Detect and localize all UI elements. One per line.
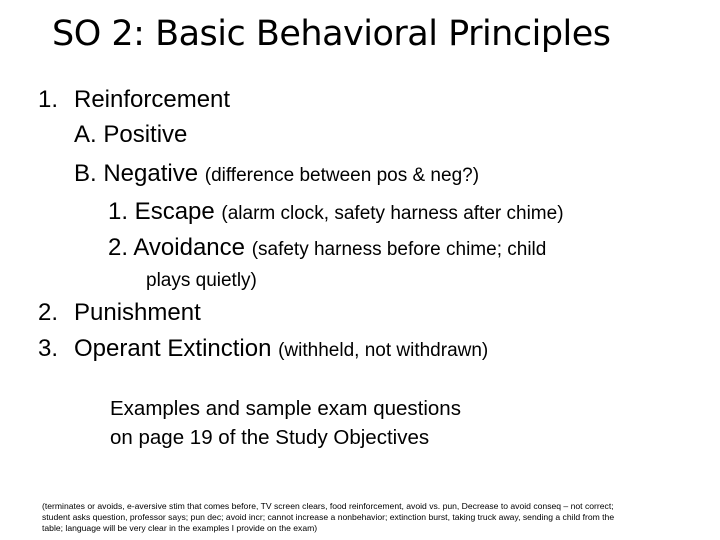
outline-item-negative [74,161,479,187]
item-number: 1. [38,86,59,113]
item-label: B. Negative [74,160,199,187]
item-number: 2. [38,299,59,326]
item-number: 3. [38,335,59,362]
item-note: (safety harness before chime; child [251,239,547,260]
footnote-line-1: (terminates or avoids, e-aversive stim that comes before, TV screen clears, food reinforcement, avoid vs. pun, Decrease to avoid conseq – not correct; [42,501,614,511]
item-note: (alarm clock, safety harness after chime) [221,203,564,224]
item-note: (difference between pos & neg?) [204,165,480,186]
item-label: Reinforcement [74,86,231,113]
outline-item-punishment [38,300,201,326]
outline-item-escape [108,199,564,225]
outline-item-operant-extinction [38,336,488,362]
outline-item-positive [74,122,187,148]
slide-title: SO 2: Basic Behavioral Principles [52,14,611,54]
item-label: Punishment [74,299,201,326]
outline-item-avoidance-note-cont: plays quietly) [146,270,257,291]
item-label: 1. Escape [108,198,215,225]
examples-line-2: on page 19 of the Study Objectives [110,426,430,449]
examples-line-1: Examples and sample exam questions [110,397,461,420]
footnote [42,501,614,535]
outline-item-reinforcement [38,87,230,113]
outline-item-avoidance [108,235,546,261]
item-note: (withheld, not withdrawn) [278,340,489,361]
item-label: 2. Avoidance [108,234,246,261]
item-label: A. Positive [74,121,188,148]
item-label: Operant Extinction [74,335,272,362]
footnote-line-3: table; language will be very clear in the examples I provide on the exam) [42,523,318,534]
footnote-line-2: student asks question, professor says; pun dec; avoid incr; cannot increase a nonbehavior; extinction burst, taking truck away, sending a child from the [42,512,615,523]
